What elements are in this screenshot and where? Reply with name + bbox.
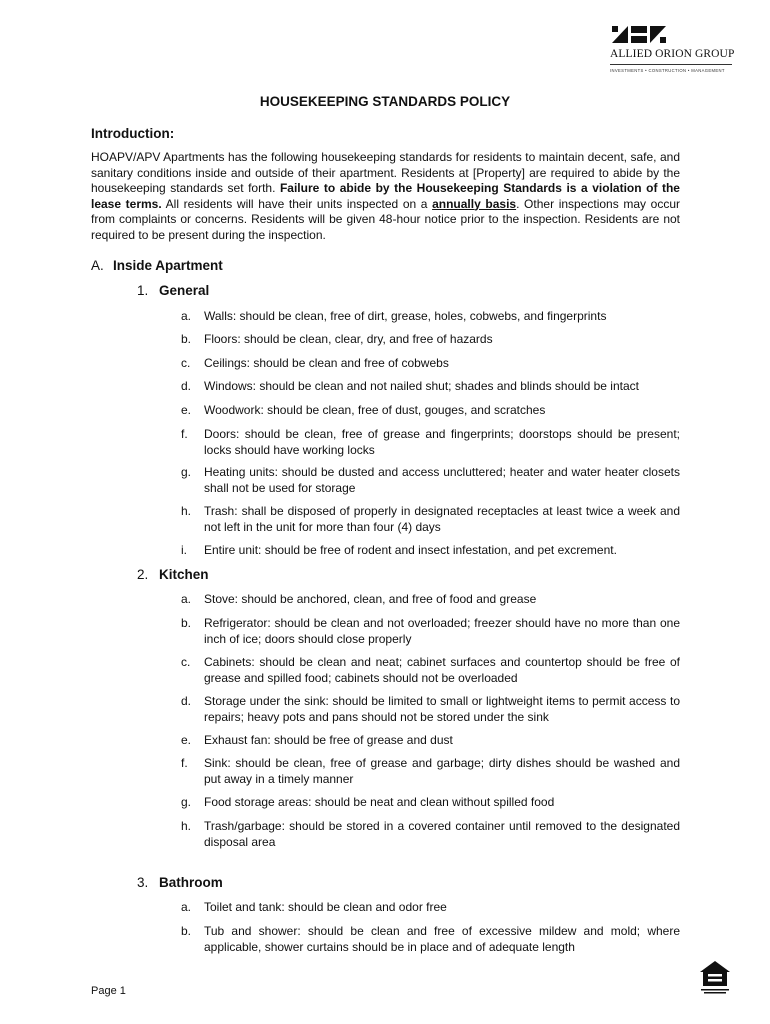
list-item: [181, 543, 680, 559]
subsection-title: Bathroom: [159, 875, 223, 890]
subsection-number: 2.: [137, 567, 149, 582]
list-item: [181, 924, 680, 955]
list-item-text: Sink: should be clean, free of grease and garbage; dirty dishes should be washed and put away in a timely manner: [204, 756, 680, 786]
list-item: [181, 694, 680, 725]
introduction-heading: Introduction:: [91, 126, 175, 141]
intro-text-2: All residents will have their units inspected on a: [161, 196, 433, 211]
list-item-text: Heating units: should be dusted and access uncluttered; heater and water heater closets shall not be used for storage: [204, 465, 680, 495]
list-item-letter: e.: [181, 733, 192, 747]
list-item-letter: f.: [181, 427, 188, 441]
list-item: [181, 427, 680, 458]
list-item-letter: b.: [181, 924, 192, 938]
list-item-text: Trash: shall be disposed of properly in designated receptacles at least twice a week and not left in the unit for more than four (4) days: [204, 504, 680, 534]
company-logo: [610, 26, 735, 73]
list-item: [181, 592, 680, 608]
list-item-text: Toilet and tank: should be clean and odor free: [204, 900, 447, 914]
introduction-paragraph: [91, 150, 680, 243]
section-a-heading: [91, 258, 223, 273]
equal-housing-opportunity-icon: [698, 960, 732, 996]
list-item: [181, 379, 680, 395]
list-item-letter: h.: [181, 819, 192, 833]
general-heading: [137, 283, 209, 298]
list-item-text: Refrigerator: should be clean and not overloaded; freezer should have no more than one inch of ice; doors should close properly: [204, 616, 680, 646]
list-item: [181, 309, 680, 325]
list-item-letter: g.: [181, 795, 192, 809]
list-item-letter: g.: [181, 465, 192, 479]
list-item: [181, 795, 680, 811]
list-item-text: Stove: should be anchored, clean, and free of food and grease: [204, 592, 537, 606]
list-item-text: Trash/garbage: should be stored in a covered container until removed to the designated disposal area: [204, 819, 680, 849]
list-item: [181, 465, 680, 496]
list-item: [181, 616, 680, 647]
kitchen-heading: [137, 567, 209, 582]
list-item: [181, 504, 680, 535]
list-item-text: Exhaust fan: should be free of grease and dust: [204, 733, 453, 747]
list-item-letter: b.: [181, 616, 192, 630]
section-letter: A.: [91, 258, 104, 273]
bathroom-heading: [137, 875, 223, 890]
list-item-letter: f.: [181, 756, 188, 770]
list-item: [181, 819, 680, 850]
list-item: [181, 403, 680, 419]
list-item-text: Tub and shower: should be clean and free of excessive mildew and mold; where applicable, shower curtains should be in place and of adequate length: [204, 924, 680, 954]
list-item-letter: a.: [181, 900, 192, 914]
list-item: [181, 655, 680, 686]
list-item-text: Doors: should be clean, free of grease and fingerprints; doorstops should be present; locks should have working locks: [204, 427, 680, 457]
list-item-letter: c.: [181, 356, 191, 370]
list-item-text: Floors: should be clean, clear, dry, and free of hazards: [204, 332, 493, 346]
list-item-letter: e.: [181, 403, 192, 417]
list-item: [181, 356, 680, 372]
list-item-letter: a.: [181, 309, 192, 323]
logo-mark-icon: [612, 26, 735, 43]
list-item-text: Ceilings: should be clean and free of cobwebs: [204, 356, 449, 370]
list-item-text: Food storage areas: should be neat and clean without spilled food: [204, 795, 555, 809]
list-item-text: Woodwork: should be clean, free of dust, gouges, and scratches: [204, 403, 546, 417]
list-item: [181, 756, 680, 787]
list-item-letter: a.: [181, 592, 192, 606]
page-number: Page 1: [91, 985, 126, 997]
section-title: Inside Apartment: [113, 258, 223, 273]
subsection-number: 3.: [137, 875, 149, 890]
list-item-letter: c.: [181, 655, 191, 669]
logo-divider: [610, 64, 732, 65]
list-item-text: Entire unit: should be free of rodent and insect infestation, and pet excrement.: [204, 543, 617, 557]
list-item-text: Walls: should be clean, free of dirt, grease, holes, cobwebs, and fingerprints: [204, 309, 607, 323]
list-item-letter: i.: [181, 543, 187, 557]
subsection-title: Kitchen: [159, 567, 209, 582]
intro-underline-text: annually basis: [432, 196, 517, 211]
subsection-number: 1.: [137, 283, 149, 298]
list-item: [181, 733, 680, 749]
list-item-letter: b.: [181, 332, 192, 346]
list-item: [181, 900, 680, 916]
list-item: [181, 332, 680, 348]
intro-bold-text: Failure to abide by the Housekeeping Standards is a violation of the lease terms.: [91, 181, 680, 211]
list-item-letter: d.: [181, 694, 192, 708]
intro-text-3: . Other inspections may occur from complaints or concerns. Residents will be given 48-hour notice prior to the inspection. Residents are not required to be present during the inspection.: [91, 196, 680, 242]
logo-name: ALLIED ORION GROUP: [610, 48, 735, 60]
logo-tagline: INVESTMENTS • CONSTRUCTION • MANAGEMENT: [610, 68, 725, 73]
list-item-text: Windows: should be clean and not nailed shut; shades and blinds should be intact: [204, 379, 639, 393]
list-item-letter: h.: [181, 504, 192, 518]
intro-text-1: HOAPV/APV Apartments has the following housekeeping standards for residents to maintain decent, safe, and sanitary conditions inside and outside of their apartment. Residents at [Property] are required to abide by the housekeeping standards set forth.: [91, 150, 680, 195]
list-item-text: Cabinets: should be clean and neat; cabinet surfaces and countertop should be free of grease and spilled food; cabinets should not be overloaded: [204, 655, 680, 685]
list-item-letter: d.: [181, 379, 192, 393]
subsection-title: General: [159, 283, 210, 298]
document-title: HOUSEKEEPING STANDARDS POLICY: [259, 94, 511, 109]
list-item-text: Storage under the sink: should be limited to small or lightweight items to permit access to repairs; heavy pots and pans should not be stored under the sink: [204, 694, 680, 724]
